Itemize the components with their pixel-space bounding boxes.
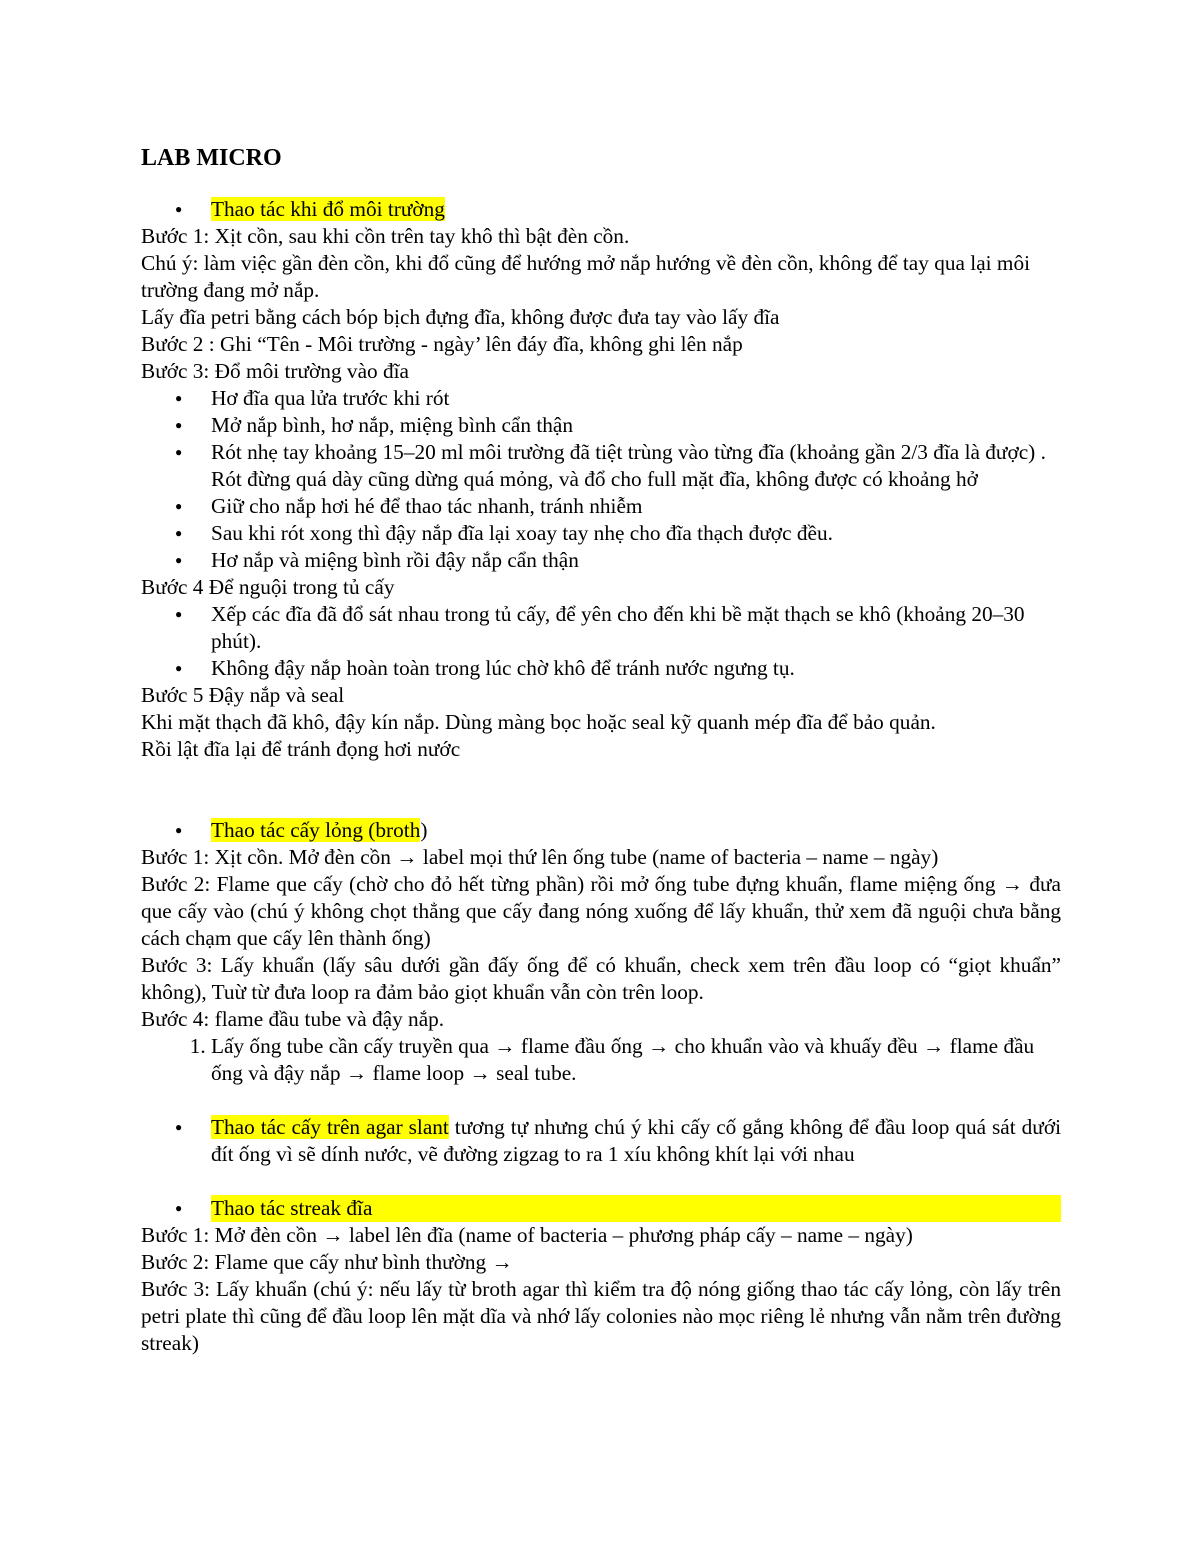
s1-step3: Bước 3: Đổ môi trường vào đĩa: [141, 359, 410, 383]
list-item: ● Mở nắp bình, hơ nắp, miệng bình cẩn thận: [211, 412, 1061, 439]
s2-step1: Bước 1: Xịt cồn. Mở đèn cồn → label mọi thứ lên ống tube (name of bacteria – name – ngày): [141, 845, 939, 869]
section1-heading-list: [141, 196, 1061, 223]
spacer: [141, 1087, 1061, 1114]
s1-step2: Bước 2 : Ghi “Tên - Môi trường - ngày’ lên đáy đĩa, không ghi lên nắp: [141, 332, 743, 356]
s1-step1: Bước 1: Xịt cồn, sau khi cồn trên tay khô thì bật đèn cồn.: [141, 224, 630, 248]
list-item: ● Hơ nắp và miệng bình rồi đậy nắp cẩn thận: [211, 547, 1061, 574]
s4-step2: Bước 2: Flame que cấy như bình thường →: [141, 1250, 513, 1274]
s4-step1: Bước 1: Mở đèn cồn → label lên đĩa (name of bacteria – phương pháp cấy – name – ngày): [141, 1223, 913, 1247]
s1-petri: Lấy đĩa petri bằng cách bóp bịch đựng đĩa, không được đưa tay vào lấy đĩa: [141, 305, 780, 329]
section2-heading-list: [141, 817, 1061, 844]
section1-heading: Thao tác khi đổ môi trường: [211, 197, 445, 221]
section3-heading: Thao tác cấy trên agar slant: [211, 1115, 449, 1139]
s4-step3: Bước 3: Lấy khuẩn (chú ý: nếu lấy từ broth agar thì kiểm tra độ nóng giống thao tác cấy lỏng, còn lấy trên petri plate thì cũng để đầu loop lên mặt dĩa và nhớ lấy colonies nào mọc riêng lẻ nhưng vẫn nằm trên đường streak): [141, 1277, 1061, 1355]
s1-step4-list: [141, 601, 1061, 682]
numbered-item: 1. Lấy ống tube cần cấy truyền qua → flame đầu ống → cho khuẩn vào và khuấy đều → flame đầu ống và đậy nắp → flame loop → seal tube.: [211, 1033, 1061, 1087]
s1-step4: Bước 4 Để nguội trong tủ cấy: [141, 575, 395, 599]
section3-item: [211, 1114, 1061, 1168]
s1-step5-text2: Rồi lật đĩa lại để tránh đọng hơi nước: [141, 737, 461, 761]
list-item: ● Hơ đĩa qua lửa trước khi rót: [211, 385, 1061, 412]
list-item: ● Rót nhẹ tay khoảng 15–20 ml môi trường đã tiệt trùng vào từng đĩa (khoảng gần 2/3 đĩa là được) . Rót đừng quá dày cũng dừng quá mỏng, và đổ cho full mặt đĩa, không được có khoảng hở: [211, 439, 1061, 493]
document-title: LAB MICRO: [141, 145, 282, 171]
section4-heading-list: [141, 1195, 1061, 1222]
section3-text: tương tự nhưng chú ý khi cấy cố gắng không để đầu loop quá sát dưới đít ống vì sẽ dính nước, vẽ đường zigzag to ra 1 xíu không khít lại với nhau: [211, 1115, 1061, 1166]
s2-numbered-list: [141, 1033, 1061, 1087]
section2-heading-tail: ): [420, 818, 428, 842]
section2-heading-item: [211, 817, 1061, 844]
document-body: [141, 143, 1061, 1357]
s2-step2: Bước 2: Flame que cấy (chờ cho đỏ hết từng phần) rồi mở ống tube đựng khuẩn, flame miệng ống → đưa que cấy vào (chú ý không chọt thẳng que cấy đang nóng xuống để lấy khuẩn, thử xem đã nguội chưa bằng cách chạm que cấy lên thành ống): [141, 872, 1061, 950]
list-item: ● Sau khi rót xong thì đậy nắp đĩa lại xoay tay nhẹ cho đĩa thạch được đều.: [211, 520, 1061, 547]
spacer: [141, 763, 1061, 817]
section4-heading: ● Thao tác streak đĩa: [211, 1195, 1061, 1222]
section1-heading-item: [211, 196, 1061, 223]
s1-note: Chú ý: làm việc gần đèn cồn, khi đổ cũng để hướng mở nắp hướng về đèn cồn, không để tay qua lại môi trường đang mở nắp.: [141, 251, 1031, 302]
section3-list: [141, 1114, 1061, 1168]
s1-step5-text1: Khi mặt thạch đã khô, đậy kín nắp. Dùng màng bọc hoặc seal kỹ quanh mép đĩa để bảo quản.: [141, 710, 936, 734]
section2-heading: Thao tác cấy lỏng (broth: [211, 818, 421, 842]
s1-step3-list: [141, 385, 1061, 574]
list-item: ● Xếp các đĩa đã đổ sát nhau trong tủ cấy, để yên cho đến khi bề mặt thạch se khô (khoảng 20–30 phút).: [211, 601, 1061, 655]
spacer: [141, 1168, 1061, 1195]
list-item: ● Không đậy nắp hoàn toàn trong lúc chờ khô để tránh nước ngưng tụ.: [211, 655, 1061, 682]
s1-step5: Bước 5 Đậy nắp và seal: [141, 683, 345, 707]
s2-step3: Bước 3: Lấy khuẩn (lấy sâu dưới gần đấy ống để có khuẩn, check xem trên đầu loop có “giọt khuẩn” không), Tuừ từ đưa loop ra đảm bảo giọt khuẩn vẫn còn trên loop.: [141, 953, 1061, 1004]
list-item: ● Giữ cho nắp hơi hé để thao tác nhanh, tránh nhiễm: [211, 493, 1061, 520]
s2-step4: Bước 4: flame đầu tube và đậy nắp.: [141, 1007, 445, 1031]
